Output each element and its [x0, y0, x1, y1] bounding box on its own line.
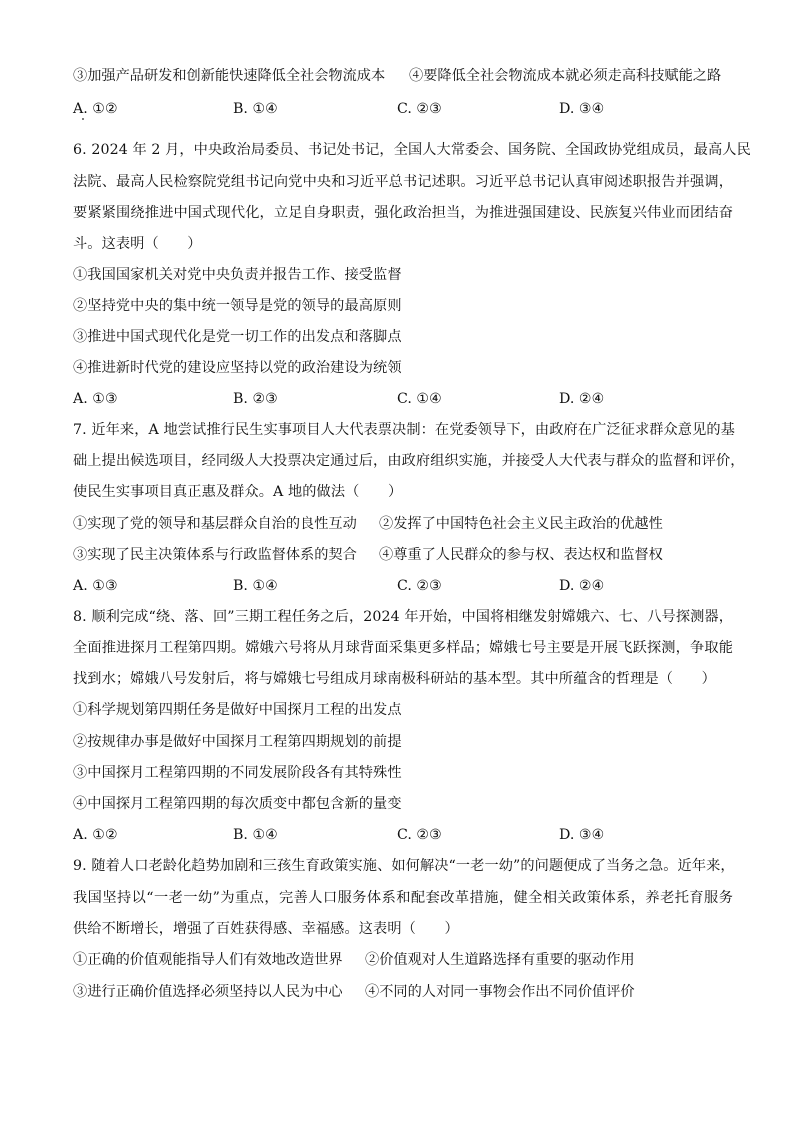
q9-statement-4: ④不同的人对同一事物会作出不同价值评价 — [365, 984, 635, 1000]
q5-option-b[interactable]: B. ①④ — [233, 101, 278, 117]
q8-statement: ③中国探月工程第四期的不同发展阶段各有其特殊性 — [73, 765, 402, 781]
q7-stem-line: 使民生实事项目真正惠及群众。A 地的做法（ ） — [73, 484, 403, 500]
q6-option-c[interactable]: C. ①④ — [397, 391, 442, 407]
q8-statement: ④中国探月工程第四期的每次质变中都包含新的量变 — [73, 796, 402, 812]
q7-option-a[interactable]: A. ①③ — [73, 578, 118, 594]
q6-statement: ①我国国家机关对党中央负责并报告工作、接受监督 — [73, 267, 402, 283]
q7-stem-line: 7. 近年来，A 地尝试推行民生实事项目人大代表票决制：在党委领导下，由政府在广泛征求群众意见的基 — [73, 422, 735, 438]
q8-options — [73, 825, 753, 845]
q5-option-a[interactable]: A. ①② — [73, 101, 118, 117]
q5-statement-4: ④要降低全社会物流成本就必须走高科技赋能之路 — [409, 68, 722, 84]
q7-statement-4: ④尊重了人民群众的参与权、表达权和监督权 — [379, 547, 663, 563]
q5-statements-row — [73, 66, 753, 86]
q6-option-d[interactable]: D. ②④ — [559, 391, 605, 407]
q5-option-d[interactable]: D. ③④ — [559, 101, 605, 117]
q6-stem-line: 6. 2024 年 2 月，中央政治局委员、书记处书记，全国人大常委会、国务院、全国政协党组成员，最高人民 — [73, 142, 751, 158]
q8-option-a[interactable]: A. ①② — [73, 827, 118, 843]
q6-statement: ②坚持党中央的集中统一领导是党的领导的最高原则 — [73, 298, 402, 314]
q7-option-b[interactable]: B. ①④ — [233, 578, 278, 594]
q6-statement: ④推进新时代党的建设应坚持以党的政治建设为统领 — [73, 360, 402, 376]
q6-stem-line: 斗。这表明（ ） — [73, 236, 202, 252]
q8-statement: ①科学规划第四期任务是做好中国探月工程的出发点 — [73, 702, 402, 718]
q8-statement: ②按规律办事是做好中国探月工程第四期规划的前提 — [73, 734, 402, 750]
q5-option-c[interactable]: C. ②③ — [397, 101, 442, 117]
q5-options — [73, 99, 753, 119]
q9-statement-1: ①正确的价值观能指导人们有效地改造世界 — [73, 952, 343, 968]
q9-statement-2: ②价值观对人生道路选择有重要的驱动作用 — [365, 952, 635, 968]
q7-statement-2: ②发挥了中国特色社会主义民主政治的优越性 — [379, 516, 663, 532]
q7-statement-1: ①实现了党的领导和基层群众自治的良性互动 — [73, 516, 357, 532]
q8-stem-line: 8. 顺利完成“绕、落、回”三期工程任务之后，2024 年开始，中国将相继发射嫦娥六、七、八号探测器， — [73, 609, 733, 625]
q6-options — [73, 389, 753, 409]
q7-options — [73, 576, 753, 596]
q9-stem-line: 9. 随着人口老龄化趋势加剧和三孩生育政策实施、如何解决“一老一幼”的问题便成了当务之急。近年来， — [73, 858, 735, 874]
q7-statement-3: ③实现了民主决策体系与行政监督体系的契合 — [73, 547, 357, 563]
q7-option-d[interactable]: D. ②④ — [559, 578, 605, 594]
q8-option-c[interactable]: C. ②③ — [397, 827, 442, 843]
q9-statements-row — [73, 982, 753, 1002]
stray-mark — [82, 118, 84, 120]
q6-stem-line: 要紧紧围绕推进中国式现代化，立足自身职责，强化政治担当，为推进强国建设、民族复兴伟业而团结奋 — [73, 205, 733, 221]
q8-option-d[interactable]: D. ③④ — [559, 827, 605, 843]
q8-stem-line: 找到水；嫦娥八号发射后，将与嫦娥七号组成月球南极科研站的基本型。其中所蕴含的哲理是（ ） — [73, 671, 716, 687]
q6-option-a[interactable]: A. ①③ — [73, 391, 118, 407]
q9-stem-line: 我国坚持以“一老一幼”为重点，完善人口服务体系和配套改革措施，健全相关政策体系，养老托育服务 — [73, 890, 733, 906]
q7-stem-line: 础上提出候选项目，经同级人大投票决定通过后，由政府组织实施，并接受人大代表与群众的监督和评价， — [73, 453, 745, 469]
q7-option-c[interactable]: C. ②③ — [397, 578, 442, 594]
q5-statement-3: ③加强产品研发和创新能快速降低全社会物流成本 — [73, 68, 386, 84]
q6-stem-line: 法院、最高人民检察院党组书记向党中央和习近平总书记述职。习近平总书记认真审阅述职报告并强调， — [73, 174, 733, 190]
q7-statements-row — [73, 545, 753, 565]
q8-option-b[interactable]: B. ①④ — [233, 827, 278, 843]
q6-option-b[interactable]: B. ②③ — [233, 391, 278, 407]
q9-statements-row — [73, 950, 753, 970]
q7-statements-row — [73, 514, 753, 534]
q8-stem-line: 全面推进探月工程第四期。嫦娥六号将从月球背面采集更多样品；嫦娥七号主要是开展飞跃探测，争取能 — [73, 640, 733, 656]
q6-statement: ③推进中国式现代化是党一切工作的出发点和落脚点 — [73, 329, 402, 345]
q9-statement-3: ③进行正确价值选择必须坚持以人民为中心 — [73, 984, 343, 1000]
q9-stem-line: 供给不断增长，增强了百姓获得感、幸福感。这表明（ ） — [73, 921, 459, 937]
